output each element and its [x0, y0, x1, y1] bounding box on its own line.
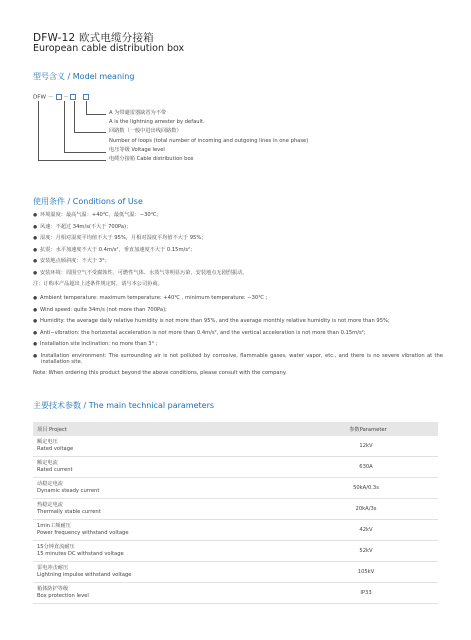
params-table-header [33, 422, 438, 436]
row-value: 105kV [294, 562, 438, 583]
row-label-cn: 额定电流 [37, 459, 58, 466]
table-row [33, 541, 438, 562]
condition-cn-item: ● 风速：不超过 34m/s(不大于 700Pa)； [33, 224, 443, 236]
row-label [33, 436, 294, 457]
model-item: 电压等级 Voltage level [109, 147, 165, 153]
params-heading: 主要技术参数 / The main technical parameters [33, 401, 215, 410]
row-label-cn: 15分钟直流耐压 [37, 543, 75, 550]
row-label [33, 520, 294, 541]
bracket-line [74, 132, 106, 133]
table-row [33, 499, 438, 520]
row-value: 42kV [294, 520, 438, 541]
condition-cn-item: ● 环境温度：最高气温：+40℃，最低气温：−30℃； [33, 212, 443, 224]
model-item: 电缆分接箱 Cable distribution box [109, 156, 194, 162]
condition-cn-note: 注：订购本产品超出上述条件规定时，请与本公司协商。 [33, 281, 163, 287]
bracket-line [86, 114, 106, 115]
condition-en-item: ● Humidity: the average daily relative humidity is not more than 95%, and the average monthly relative humidity is not more than 95%; [33, 318, 443, 330]
row-label-en: Box protection level [37, 593, 89, 599]
model-code-sep: － [63, 94, 69, 101]
condition-cn-item: ● 安装环境：周围空气不受腐蚀性、可燃性气体、水蒸气等明显污染，安装地点无剧烈振动。 [33, 270, 443, 282]
conditions-cn-list [33, 212, 443, 293]
bracket-line [64, 101, 65, 152]
row-label-en: Rated current [37, 467, 73, 473]
row-label-cn: 箱体防护等级 [37, 585, 69, 592]
table-row [33, 562, 438, 583]
condition-en-item: ● Ambient temperature: maximum temperature: +40℃ , minimum temperature: −30℃ ; [33, 295, 443, 307]
row-label [33, 457, 294, 478]
row-value: 52kV [294, 541, 438, 562]
table-row [33, 436, 438, 457]
model-meaning-heading: 型号含义 / Model meaning [33, 72, 135, 81]
model-item: A 为带避雷器缺省为不带 [109, 110, 167, 116]
condition-en-item: ● Installation environment: The surrounding air is not polluted by corrosive, flammable gases, water vapor, etc., and there is no severe vibration at the installation site. [33, 353, 443, 370]
condition-cn-item: ● 抗震：水平加速度不大于 0.4m/s²，垂直加速度不大于 0.15m/s²； [33, 247, 443, 259]
table-row [33, 520, 438, 541]
row-label-cn: 1min工频耐压 [37, 522, 71, 529]
row-label [33, 583, 294, 604]
code-box [56, 94, 62, 100]
col-param-header: 参数Parameter [294, 422, 438, 436]
row-label-cn: 额定电压 [37, 438, 58, 445]
row-value: IP33 [294, 583, 438, 604]
condition-en-item: ● Wind speed: quite 34m/s (not more than 700Pa); [33, 307, 443, 319]
model-code-prefix: DFW － [33, 94, 54, 101]
condition-en-item: ● Installation site inclination: no more than 3° ; [33, 341, 443, 353]
row-value: 630A [294, 457, 438, 478]
document-title-en: European cable distribution box [33, 43, 185, 54]
bracket-line [74, 101, 75, 132]
row-label-en: Power frequency withstand voltage [37, 530, 129, 536]
model-item: Number of loops (total number of incoming and outgoing lines in one phase) [109, 138, 309, 144]
row-label [33, 562, 294, 583]
row-value: 20kA/3s [294, 499, 438, 520]
row-value: 12kV [294, 436, 438, 457]
conditions-en-list [33, 295, 443, 381]
bracket-line [38, 160, 106, 161]
bracket-line [64, 152, 106, 153]
row-label [33, 541, 294, 562]
row-label-en: Thermally stable current [37, 509, 101, 515]
table-row [33, 478, 438, 499]
params-table [33, 422, 438, 604]
row-label-cn: 雷电冲击耐压 [37, 564, 69, 571]
model-code [33, 94, 90, 101]
conditions-heading: 使用条件 / Conditions of Use [33, 197, 143, 206]
row-label-en: Lightning impulse withstand voltage [37, 572, 132, 578]
row-label-en: Rated voltage [37, 446, 74, 452]
row-label-cn: 动稳定电流 [37, 480, 63, 487]
model-item: A is the lightning arrester by default. [109, 119, 205, 125]
document-title-cn: DFW-12 欧式电缆分接箱 [33, 32, 154, 44]
condition-cn-item: ● 湿度：月相对湿度平均值不大于 95%，月相对湿度平均值不大于 95%； [33, 235, 443, 247]
code-box [70, 94, 76, 100]
code-box [83, 94, 89, 100]
row-label [33, 478, 294, 499]
table-row [33, 457, 438, 478]
condition-cn-item: ● 安装地点倾斜度：不大于 3°； [33, 258, 443, 270]
bracket-line [86, 101, 87, 114]
row-value: 50kA/0.3s [294, 478, 438, 499]
condition-en-item: ● Anti−vibration: the horizontal acceleration is not more than 0.4m/s², and the vertical acceleration is not more than 0.15m/s²; [33, 330, 443, 342]
bracket-line [38, 101, 39, 160]
table-row [33, 583, 438, 604]
row-label-en: 15 minutes DC withstand voltage [37, 551, 124, 557]
col-project-header: 项目 Project [33, 422, 294, 436]
model-item: 回路数（一般中进出线回路数） [109, 128, 182, 134]
row-label [33, 499, 294, 520]
condition-en-note: Note: When ordering this product beyond the above conditions, please consult with the company. [33, 369, 287, 376]
row-label-cn: 热稳定电流 [37, 501, 63, 508]
row-label-en: Dynamic steady current [37, 488, 100, 494]
